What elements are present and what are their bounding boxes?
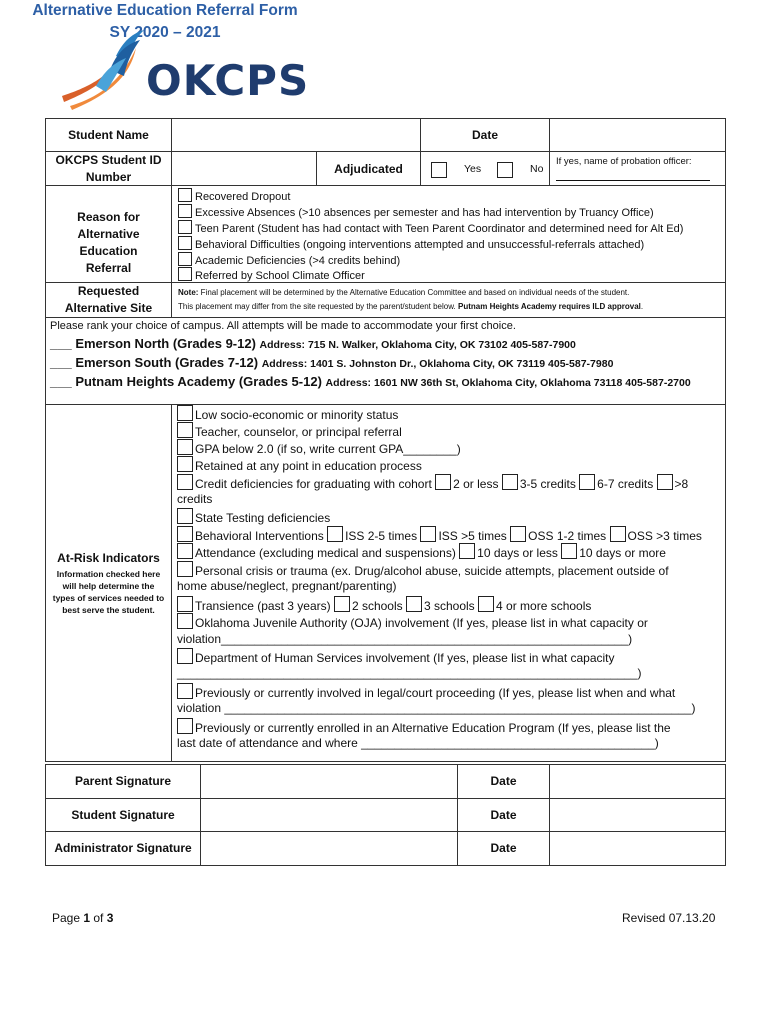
parent-date-label: Date: [490, 774, 517, 788]
risk-text: Previously or currently enrolled in an Alternative Education Program (If yes, please list the: [195, 721, 671, 735]
page-total: 3: [106, 911, 114, 925]
risk-text: State Testing deficiencies: [195, 511, 331, 525]
risk-text: Previously or currently involved in legal/court proceeding (If yes, please list when and what: [195, 686, 676, 700]
parent-signature-field[interactable]: [200, 764, 458, 799]
campus-address: Address: 715 N. Walker, Oklahoma City, OK 73102 405-587-7900: [259, 339, 576, 351]
checkbox[interactable]: [178, 236, 192, 250]
checkbox[interactable]: [178, 267, 192, 281]
risk-oja-cont[interactable]: violation_____________________________________________________________): [177, 632, 633, 646]
risk-crisis-cont: home abuse/neglect, pregnant/parenting): [177, 579, 397, 593]
checkbox[interactable]: [178, 252, 192, 266]
checkbox[interactable]: [177, 422, 193, 438]
probation-label: If yes, name of probation officer:: [556, 156, 692, 167]
option-text: 6-7 credits: [597, 477, 657, 491]
campus-address: Address: 1601 NW 36th St, Oklahoma City, Oklahoma 73118 405-587-2700: [325, 377, 691, 389]
option-text: OSS >3 times: [627, 529, 702, 543]
risk-text: Department of Human Services involvement (If yes, please list in what capacity: [195, 651, 615, 665]
campus-address: Address: 1401 S. Johnston Dr., Oklahoma City, OK 73119 405-587-7980: [261, 358, 614, 370]
oss-1-2-checkbox[interactable]: [510, 526, 526, 542]
page-of: of: [90, 911, 107, 925]
risk-text: Oklahoma Juvenile Authority (OJA) involvement (If yes, please list in what capacity or: [195, 616, 648, 630]
campus-name: Emerson North (Grades 9-12): [71, 336, 260, 351]
checkbox[interactable]: [178, 204, 192, 218]
campus-emerson-south[interactable]: [50, 355, 613, 370]
risk-state-testing[interactable]: [177, 508, 330, 527]
option-text: >8: [674, 477, 689, 491]
risk-text: Attendance (excluding medical and suspensions): [195, 546, 460, 560]
rank-instruction: Please rank your choice of campus. All attempts will be made to accommodate your first choice.: [50, 320, 516, 332]
student-id-field[interactable]: [171, 151, 317, 186]
campus-putnam-heights[interactable]: [50, 374, 691, 389]
form-title-text: Alternative Education Referral Form: [32, 2, 298, 19]
checkbox[interactable]: [177, 613, 193, 629]
option-text: ISS >5 times: [438, 529, 511, 543]
admin-signature-label: Administrator Signature: [54, 841, 192, 855]
note-line2: This placement may differ from the site requested by the parent/student below.: [178, 302, 459, 311]
option-text: 3-5 credits: [519, 477, 580, 491]
reason-text: Referred by School Climate Officer: [195, 270, 365, 282]
reason-excessive-absences[interactable]: [178, 204, 654, 221]
risk-text: Behavioral Interventions: [195, 529, 328, 543]
reason-text: Teen Parent (Student has had contact with Teen Parent Coordinator and determined need for Alt Ed): [195, 223, 684, 235]
option-text: OSS 1-2 times: [528, 529, 610, 543]
student-name-label: Student Name: [68, 128, 149, 142]
risk-dhs-cont[interactable]: _____________________________________________________________________): [177, 666, 642, 680]
adjudicated-no-checkbox[interactable]: [497, 162, 513, 178]
risk-legal-cont[interactable]: violation ______________________________________________________________________): [177, 701, 696, 715]
attendance-10-or-less-checkbox[interactable]: [459, 543, 475, 559]
checkbox[interactable]: [177, 474, 193, 490]
student-date-label: Date: [490, 808, 517, 822]
option-text: 3 schools: [423, 599, 479, 613]
campus-emerson-north[interactable]: [50, 336, 576, 351]
admin-date-field[interactable]: [549, 831, 726, 866]
checkbox[interactable]: [177, 561, 193, 577]
placement-note: [178, 286, 643, 314]
note-line1: Final placement will be determined by the Alternative Education Committee and based on individual needs of the student.: [198, 288, 630, 297]
page-num: 1: [83, 911, 91, 925]
reason-teen-parent[interactable]: [178, 220, 683, 237]
checkbox[interactable]: [177, 543, 193, 559]
revised-date: Revised 07.13.20: [622, 911, 716, 925]
school-year: SY 2020 – 2021: [109, 24, 221, 41]
reason-text: Behavioral Difficulties (ongoing interventions attempted and unsuccessful-referrals attached): [195, 239, 645, 251]
adjudicated-yes-checkbox[interactable]: [431, 162, 447, 178]
option-text: 2 schools: [351, 599, 406, 613]
risk-credit[interactable]: [177, 474, 688, 493]
checkbox[interactable]: [177, 439, 193, 455]
risk-text: Low socio-economic or minority status: [195, 408, 399, 422]
reason-recovered-dropout[interactable]: [178, 188, 290, 205]
checkbox[interactable]: [177, 405, 193, 421]
risk-attendance[interactable]: [177, 543, 666, 562]
option-text: 10 days or more: [579, 546, 666, 560]
transience-2-checkbox[interactable]: [334, 596, 350, 612]
checkbox[interactable]: [177, 508, 193, 524]
oss-3-plus-checkbox[interactable]: [610, 526, 626, 542]
option-text: ISS 2-5 times: [345, 529, 421, 543]
at-risk-title: At-Risk Indicators: [57, 551, 160, 565]
reason-behavioral[interactable]: [178, 236, 644, 253]
transience-4-plus-checkbox[interactable]: [478, 596, 494, 612]
note-bold: Putnam Heights Academy requires ILD approval: [458, 302, 641, 311]
okcps-logo-bird-icon: [56, 26, 146, 110]
note-end: .: [640, 302, 644, 311]
page-number: [52, 911, 113, 925]
admin-signature-field[interactable]: [200, 831, 458, 866]
risk-credit-cont: credits: [177, 492, 213, 506]
reason-text: Academic Deficiencies (>4 credits behind): [195, 255, 401, 267]
checkbox[interactable]: [177, 456, 193, 472]
risk-oja[interactable]: [177, 613, 648, 632]
option-text: 2 or less: [453, 477, 502, 491]
reason-label: Reason for Alternative Education Referral: [77, 210, 140, 275]
rank-blank[interactable]: ___: [50, 374, 72, 389]
admin-date-label: Date: [490, 841, 517, 855]
attendance-10-or-more-checkbox[interactable]: [561, 543, 577, 559]
checkbox[interactable]: [178, 188, 192, 202]
probation-officer-field[interactable]: [556, 180, 710, 181]
iss-2-5-checkbox[interactable]: [327, 526, 343, 542]
credit-8-plus-checkbox[interactable]: [657, 474, 673, 490]
checkbox[interactable]: [177, 648, 193, 664]
checkbox[interactable]: [177, 526, 193, 542]
checkbox[interactable]: [177, 718, 193, 734]
risk-text: Retained at any point in education process: [195, 459, 422, 473]
transience-3-checkbox[interactable]: [406, 596, 422, 612]
credit-3-5-checkbox[interactable]: [502, 474, 518, 490]
parent-signature-label: Parent Signature: [74, 774, 172, 788]
risk-text: GPA below 2.0 (if so, write current GPA________): [195, 442, 461, 456]
student-signature-field[interactable]: [200, 798, 458, 832]
at-risk-subtitle: Information checked here will help determine the types of services needed to best serve the student.: [52, 569, 165, 615]
date-field[interactable]: [549, 118, 726, 152]
risk-alt-ed-cont[interactable]: last date of attendance and where ____________________________________________): [177, 736, 659, 750]
risk-text: Teacher, counselor, or principal referral: [195, 425, 402, 439]
form-title: [0, 0, 330, 44]
student-date-field[interactable]: [549, 798, 726, 832]
campus-name: Emerson South (Grades 7-12): [71, 355, 262, 370]
risk-text: Personal crisis or trauma (ex. Drug/alcohol abuse, suicide attempts, placement outside of: [195, 564, 669, 578]
credit-2-or-less-checkbox[interactable]: [435, 474, 451, 490]
iss-5-plus-checkbox[interactable]: [420, 526, 436, 542]
campus-name: Putnam Heights Academy (Grades 5-12): [71, 374, 326, 389]
student-id-label: OKCPS Student ID Number: [55, 153, 162, 184]
date-label: Date: [471, 128, 498, 142]
rank-blank[interactable]: ___: [50, 355, 72, 370]
requested-site-label: Requested Alternative Site: [64, 284, 153, 315]
rank-blank[interactable]: ___: [50, 336, 72, 351]
risk-text: Credit deficiencies for graduating with cohort: [195, 477, 436, 491]
checkbox[interactable]: [177, 683, 193, 699]
option-text: 4 or more schools: [496, 599, 592, 613]
checkbox[interactable]: [178, 220, 192, 234]
adjudicated-label: Adjudicated: [334, 162, 403, 176]
okcps-logo-text: OKCPS: [146, 56, 310, 105]
note-prefix: Note:: [178, 288, 199, 297]
parent-date-field[interactable]: [549, 764, 726, 799]
adjudicated-no-label: No: [530, 163, 544, 175]
option-text: 10 days or less: [477, 546, 562, 560]
credit-6-7-checkbox[interactable]: [579, 474, 595, 490]
student-signature-label: Student Signature: [71, 808, 175, 822]
risk-text: Transience (past 3 years): [195, 599, 334, 613]
checkbox[interactable]: [177, 596, 193, 612]
student-name-field[interactable]: [171, 118, 421, 152]
risk-retained[interactable]: [177, 456, 422, 475]
page-prefix: Page: [52, 911, 84, 925]
reason-text: Excessive Absences (>10 absences per semester and has had intervention by Truancy Office): [195, 207, 654, 219]
adjudicated-yes-label: Yes: [464, 163, 482, 175]
reason-text: Recovered Dropout: [195, 191, 291, 203]
